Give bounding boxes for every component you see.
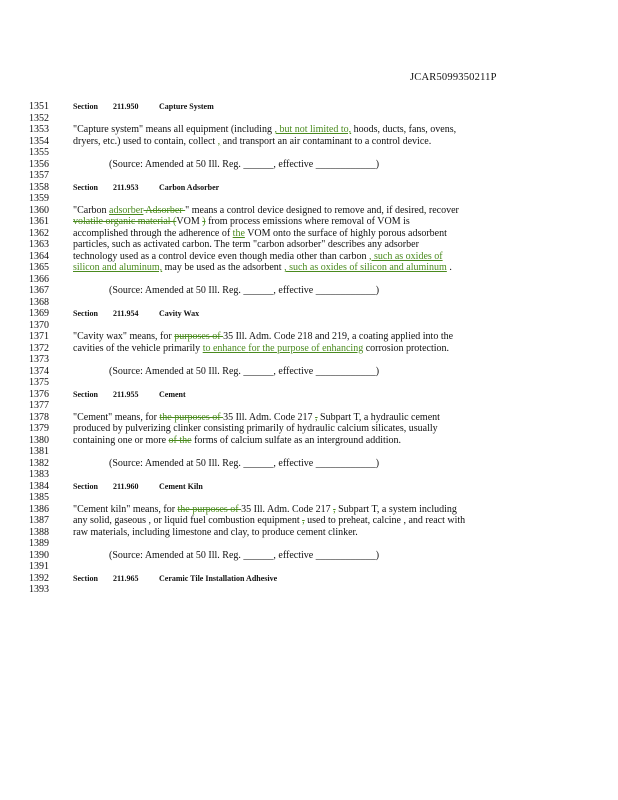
text-run: containing one or more [73,434,169,446]
body-text-line [73,136,533,148]
section-heading: Section 211.950 Capture System [73,102,214,111]
text-run: "Cement kiln" means, for [73,503,178,515]
line-number: 1362 [29,227,49,239]
body-text-line [73,205,533,217]
source-note: (Source: Amended at 50 Ill. Reg. ______, effective ____________) [109,457,380,469]
source-note: (Source: Amended at 50 Ill. Reg. ______, effective ____________) [109,365,380,377]
line-number: 1360 [29,204,49,216]
line-number: 1386 [29,503,49,515]
text-run: corrosion protection. [363,342,450,354]
text-run: 35 Ill. Adm. Code 218 and 219, a coating applied into the [223,331,454,342]
section-number: 211.955 [113,389,139,399]
section-title: Cement [159,389,186,399]
line-number: 1388 [29,526,49,538]
line-number: 1393 [29,584,49,595]
text-run: may be used as the adsorbent [162,262,285,273]
source-note: (Source: Amended at 50 Ill. Reg. ______, effective ____________) [109,549,380,561]
text-run: and transport an air contaminant to a control device. [220,135,432,147]
body-text-line [73,515,533,527]
deleted-text: of the [168,434,192,446]
section-title: Capture System [159,102,214,111]
line-number: 1366 [29,273,49,285]
section-heading: Section 211.965 Ceramic Tile Installation Adhesive [73,573,278,583]
text-run: VOM [176,216,203,227]
section-title: Ceramic Tile Installation Adhesive [159,573,278,583]
line-number: 1368 [29,296,49,308]
section-heading: Section 211.955 Cement [73,389,186,399]
body-text-line [73,504,533,516]
line-number: 1371 [29,331,49,342]
text-run: "Capture system" means all equipment (including [73,124,275,135]
line-number: 1382 [29,457,49,469]
body-text-line [73,239,533,251]
deleted-text: , [302,515,305,526]
text-run: . [446,262,452,273]
section-heading: Section 211.960 Cement Kiln [73,481,203,491]
body-text-line [73,124,533,136]
text-run: "Cavity wax" means, for [73,331,175,342]
text-run: "Carbon [73,204,110,216]
body-text-line [73,251,533,263]
line-number: 1380 [29,434,49,446]
line-number: 1375 [29,377,49,388]
text-run: 35 Ill. Adm. Code 217 [241,503,334,515]
section-heading: Section 211.953 Carbon Adsorber [73,182,220,192]
body-text-line [73,228,533,240]
section-number: 211.950 [113,102,139,111]
text-run: forms of calcium sulfate as an interground addition. [191,434,402,446]
body-text-line [73,435,533,447]
line-number: 1361 [29,216,49,227]
line-number: 1373 [29,354,49,365]
source-note: (Source: Amended at 50 Ill. Reg. ______, effective ____________) [109,158,380,170]
deleted-text: the purposes of [159,411,224,423]
inserted-text: adsorber [109,204,144,216]
text-run: technology used as a control device even though media other than carbon [73,250,370,262]
line-number: 1359 [29,193,49,204]
line-number: 1374 [29,365,49,377]
section-title: Cement Kiln [159,481,203,491]
line-number: 1367 [29,285,49,296]
text-run: Subpart T, a system including [335,503,457,515]
line-number: 1358 [29,181,49,193]
text-run: cavities of the vehicle primarily [73,342,203,354]
body-text-line [73,527,533,539]
inserted-text: for the purpose of enhancing [248,342,364,354]
deleted-text: , [333,503,336,515]
text-run: any solid, gaseous , or liquid fuel combustion equipment [73,515,303,526]
line-number: 1357 [29,170,49,181]
text-run: accomplished through the adherence of [73,227,233,239]
line-number: 1381 [29,446,49,457]
text-run: used to preheat, calcine , and react with [304,515,466,526]
line-number: 1364 [29,250,49,262]
inserted-text: , but not limited to, [274,124,352,135]
line-number: 1354 [29,135,49,147]
body-text-line [73,331,533,343]
line-number: 1376 [29,388,49,400]
text-run: hoods, ducts, fans, ovens, [351,124,457,135]
line-number: 1385 [29,492,49,503]
section-number: 211.954 [113,309,139,318]
line-number: 1390 [29,549,49,561]
body-text-line [73,412,533,424]
deleted-text: ) [202,216,206,227]
body-text-line [73,216,533,228]
line-number: 1351 [29,101,49,112]
text-run: dryers, etc.) used to contain, collect [73,135,218,147]
text-run: raw materials, including limestone and clay, to produce cement clinker. [73,526,358,538]
body-text-line [73,423,533,435]
inserted-text: to enhance [202,342,249,354]
line-number: 1363 [29,239,49,250]
text-run: particles, such as activated carbon. The term "carbon adsorber" describes any adsorber [73,239,419,250]
text-run: " means a control device designed to remove and, if desired, recover [185,204,459,216]
deleted-text: Adsorber [143,204,186,216]
document-id-header: JCAR5099350211P [410,72,497,83]
line-number: 1384 [29,480,49,492]
inserted-text: the [232,227,245,239]
deleted-text: , [315,411,318,423]
source-note: (Source: Amended at 50 Ill. Reg. ______, effective ____________) [109,285,380,296]
line-number: 1372 [29,342,49,354]
line-number: 1370 [29,319,49,331]
deleted-text: purposes of [174,331,224,342]
body-text-line [73,343,533,355]
section-heading: Section 211.954 Cavity Wax [73,309,200,318]
text-run: from process emissions where removal of VOM is [205,216,410,227]
line-number: 1389 [29,538,49,549]
line-number: 1377 [29,400,49,411]
line-number: 1352 [29,112,49,124]
section-number: 211.965 [113,573,139,583]
line-number: 1369 [29,308,49,319]
line-number: 1378 [29,411,49,423]
line-number: 1379 [29,423,49,434]
line-number: 1353 [29,124,49,135]
line-number: 1355 [29,147,49,158]
inserted-text: silicon and aluminum, [73,262,163,273]
line-number: 1387 [29,515,49,526]
section-number: 211.960 [113,481,139,491]
line-number: 1356 [29,158,49,170]
line-number: 1383 [29,469,49,480]
inserted-text: , [217,135,221,147]
text-run: "Cement" means, for [73,411,160,423]
section-number: 211.953 [113,182,139,192]
deleted-text: volatile organic material ( [73,216,177,227]
text-run: VOM onto the surface of highly porous adsorbent [244,227,447,239]
line-number: 1365 [29,262,49,273]
deleted-text: the purposes of [177,503,242,515]
body-text-line [73,262,533,274]
section-title: Cavity Wax [159,309,200,318]
line-number: 1392 [29,572,49,584]
text-run: 35 Ill. Adm. Code 217 [223,411,316,423]
inserted-text: , such as oxides of silicon and aluminum [284,262,447,273]
section-title: Carbon Adsorber [159,182,220,192]
text-run: Subpart T, a hydraulic cement [317,411,440,423]
line-number: 1391 [29,561,49,572]
inserted-text: , such as oxides of [369,250,443,262]
text-run: produced by pulverizing clinker consisting primarily of hydraulic calcium silicates, usually [73,423,438,434]
